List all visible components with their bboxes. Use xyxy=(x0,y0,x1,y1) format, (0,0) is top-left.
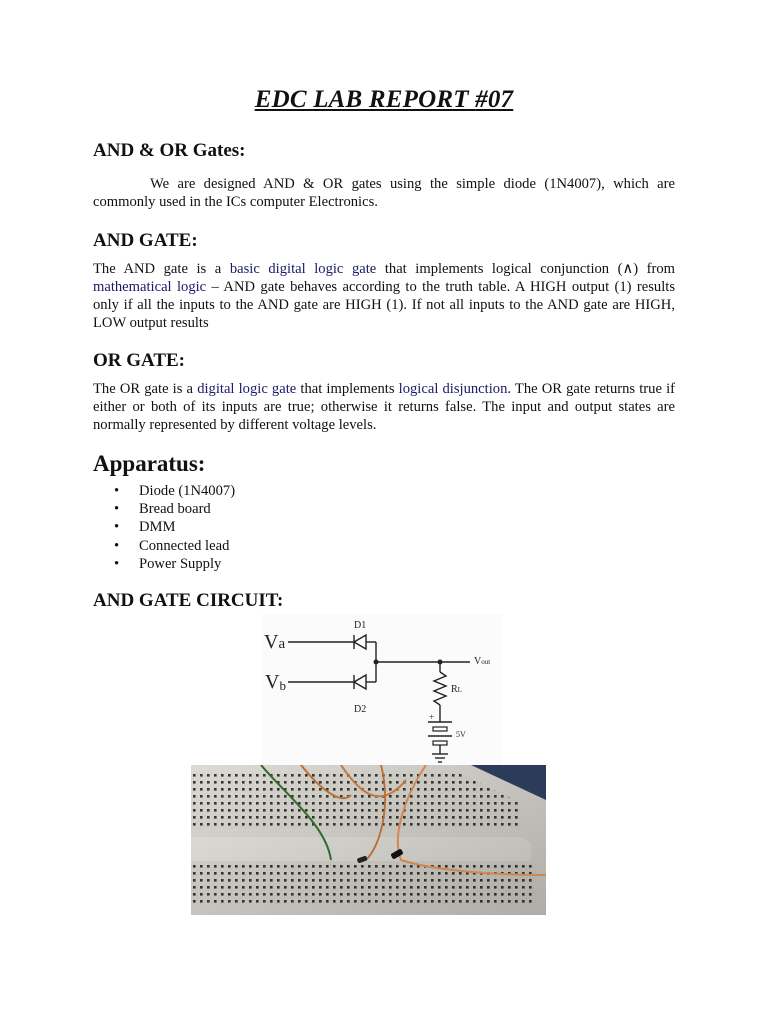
bullet-icon: • xyxy=(114,501,120,518)
and-text-suffix: – AND gate behaves according to the truth table. A HIGH output (1) results only if all the inputs to the AND gate are HIGH (1). If not all inputs to the AND gate are HIGH, LOW output results xyxy=(93,279,675,331)
list-item xyxy=(114,518,235,536)
d1-label: D1 xyxy=(354,620,367,631)
list-item xyxy=(114,500,235,518)
intro-paragraph: We are designed AND & OR gates using the simple diode (1N4007), which are commonly used in the ICs computer Electronics. xyxy=(93,176,675,210)
apparatus-item-power-supply: Power Supply xyxy=(139,555,222,572)
apparatus-item-diode: Diode (1N4007) xyxy=(139,483,236,499)
battery-voltage-label: 5V xyxy=(456,730,466,739)
breadboard-photo xyxy=(191,765,546,915)
vout-label: Vout xyxy=(474,656,491,667)
section-heading-or-gate: OR GATE: xyxy=(93,350,186,371)
photo-shading xyxy=(191,765,546,915)
apparatus-item-bread-board: Bread board xyxy=(139,501,211,518)
battery-plus-label: + xyxy=(429,712,435,722)
list-item xyxy=(114,482,235,500)
circuit-background xyxy=(262,614,502,766)
bullet-icon: • xyxy=(114,519,120,536)
and-text-prefix: The AND gate is a xyxy=(93,261,230,277)
rl-label: RL xyxy=(451,684,462,695)
or-link-digital-logic-gate[interactable]: digital logic gate xyxy=(197,381,297,397)
section-heading-and-gate: AND GATE: xyxy=(93,230,198,251)
report-number: #07 xyxy=(475,86,514,113)
bullet-icon: • xyxy=(114,537,120,554)
or-text-suffix: . The OR gate returns true if either or both of its inputs are true; otherwise it returns false. The input and output states are normally represented by different voltage levels. xyxy=(93,381,675,433)
section-heading-and-gate-circuit: AND GATE CIRCUIT: xyxy=(93,590,284,611)
report-title-main: EDC LAB REPORT xyxy=(254,86,476,113)
list-item xyxy=(114,555,235,573)
va-label: Va xyxy=(264,631,286,653)
apparatus-list xyxy=(114,482,235,573)
and-text-mid: that implements logical conjunction (∧) from xyxy=(376,261,675,277)
bullet-icon: • xyxy=(114,483,120,499)
d2-label: D2 xyxy=(354,704,367,715)
report-title xyxy=(0,86,768,114)
or-link-logical-disjunction[interactable]: logical disjunction xyxy=(398,381,508,397)
or-text-mid: that implements xyxy=(296,381,399,397)
bullet-icon: • xyxy=(114,555,120,572)
apparatus-item-connected-lead: Connected lead xyxy=(139,537,230,554)
section-heading-apparatus: Apparatus: xyxy=(93,451,206,476)
and-gate-circuit-diagram xyxy=(262,614,502,766)
or-gate-paragraph xyxy=(93,380,675,434)
and-link-mathematical-logic[interactable]: mathematical logic xyxy=(93,279,207,295)
section-heading-and-or-gates: AND & OR Gates: xyxy=(93,140,246,161)
and-link-basic-digital-logic-gate[interactable]: basic digital logic gate xyxy=(229,261,377,277)
list-item xyxy=(114,537,235,555)
and-gate-paragraph xyxy=(93,260,675,332)
or-text-prefix: The OR gate is a xyxy=(93,381,198,397)
vb-label: Vb xyxy=(265,671,286,693)
apparatus-item-dmm: DMM xyxy=(139,519,176,536)
